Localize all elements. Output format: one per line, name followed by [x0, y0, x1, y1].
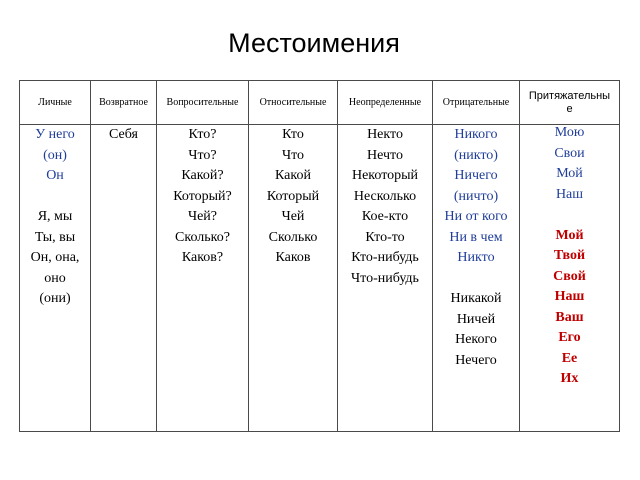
column-body — [249, 125, 337, 269]
column-7 — [519, 81, 619, 431]
pronoun-item: Мой — [555, 227, 584, 243]
pronoun-item: Никакой — [450, 291, 502, 306]
column-header-label: Вопросительные — [166, 97, 239, 108]
pronoun-item — [433, 269, 519, 290]
column-header — [157, 81, 248, 125]
column-header-label: Отрицательные — [442, 97, 510, 108]
column-header-label: Возвратное — [99, 97, 148, 108]
pronoun-item: Чей? — [187, 209, 218, 224]
pronoun-item: Ваш — [555, 309, 584, 325]
pronoun-item: Какой — [275, 168, 311, 183]
column-header-label: Неопределенные — [348, 97, 422, 108]
pronoun-item: Кто-нибудь — [351, 250, 419, 265]
pronoun-item: Ни в чем — [449, 229, 503, 245]
column-header — [249, 81, 337, 125]
pronoun-item: Ее — [561, 350, 578, 366]
pronoun-item: Который — [266, 188, 320, 204]
column-body — [20, 125, 90, 310]
column-body — [433, 125, 519, 371]
pronoun-item: Кто — [282, 127, 304, 142]
column-body — [91, 125, 156, 146]
pronoun-item: Каков — [275, 250, 311, 265]
column-4 — [248, 81, 337, 431]
pronoun-item: Его — [558, 330, 581, 345]
pronoun-item: (никто) — [454, 147, 498, 163]
pronoun-item: (ничто) — [453, 188, 499, 204]
column-header-label: Относительные — [259, 97, 327, 108]
pronoun-item: (он) — [43, 147, 67, 163]
pronoun-item: Кое-кто — [361, 209, 409, 224]
column-body — [520, 123, 619, 390]
pronoun-item: Некоторый — [351, 168, 419, 183]
pronoun-item: Никого — [454, 127, 498, 142]
pronoun-item: Что? — [188, 147, 217, 163]
pronoun-item: Несколько — [353, 188, 417, 204]
column-2 — [90, 81, 156, 431]
pronoun-item: Сколько? — [175, 229, 230, 245]
column-3 — [156, 81, 248, 431]
pronoun-item: Сколько — [268, 229, 318, 245]
pronoun-item: Что-нибудь — [351, 270, 419, 286]
pronoun-item: У него — [35, 127, 75, 142]
pronoun-item: Чей — [281, 209, 305, 224]
pronoun-item: Мою — [554, 125, 585, 140]
page-title: Местоимения — [228, 28, 400, 58]
pronoun-item — [520, 205, 619, 226]
column-body — [338, 125, 432, 289]
pronoun-item: Некого — [455, 332, 497, 347]
column-header — [20, 81, 90, 125]
pronoun-item: Никто — [457, 250, 495, 265]
column-header-label: Личные — [38, 97, 72, 108]
pronoun-item: Свои — [554, 145, 585, 161]
column-1 — [20, 81, 90, 431]
pronoun-item: Я, мы — [37, 209, 73, 224]
pronoun-item: Кто? — [188, 127, 217, 142]
pronoun-item: Нечто — [367, 147, 403, 163]
pronoun-item: Какой? — [181, 168, 224, 183]
pronoun-item: Твой — [553, 248, 586, 263]
pronoun-item: Наш — [555, 186, 584, 202]
pronoun-item: Некто — [367, 127, 403, 142]
pronoun-item: Ничей — [456, 311, 496, 327]
column-body — [157, 125, 248, 269]
pronoun-item: Ты, вы — [34, 229, 76, 245]
column-header — [433, 81, 519, 125]
pronoun-item: Кто-то — [365, 229, 405, 245]
pronoun-item: Свой — [553, 268, 586, 284]
pronoun-item — [20, 187, 90, 208]
pronoun-item: Наш — [554, 289, 585, 304]
pronoun-item: Нечего — [455, 352, 497, 368]
pronoun-item: Их — [560, 371, 579, 386]
pronoun-item: Он — [46, 168, 64, 183]
pronoun-item: Себя — [109, 127, 138, 142]
pronoun-item: Каков? — [181, 250, 224, 265]
column-6 — [432, 81, 519, 431]
pronoun-item: оно — [44, 270, 66, 286]
column-header — [91, 81, 156, 125]
pronouns-table — [19, 80, 620, 432]
column-header-label: Притяжательные — [528, 89, 611, 115]
column-5 — [337, 81, 432, 431]
column-header — [520, 81, 619, 125]
pronoun-item: (они) — [39, 291, 71, 306]
pronoun-item: Ничего — [454, 168, 498, 183]
pronoun-item: Что — [281, 147, 305, 163]
pronoun-item: Ни от кого — [444, 209, 508, 224]
pronoun-item: Он, она, — [30, 250, 80, 265]
pronoun-item: Который? — [173, 188, 232, 204]
column-header — [338, 81, 432, 125]
pronoun-item: Мой — [556, 166, 583, 181]
